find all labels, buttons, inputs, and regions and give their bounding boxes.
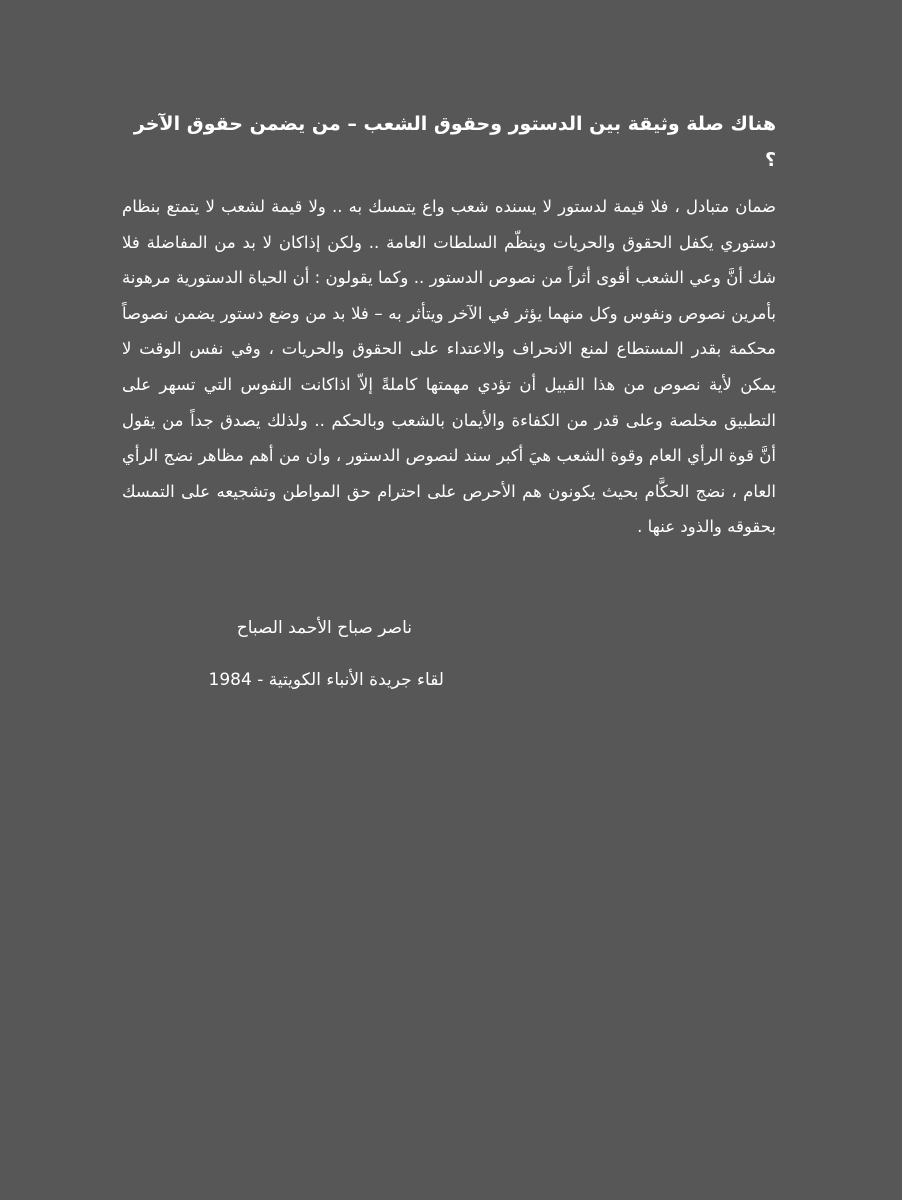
signature-source: لقاء جريدة الأنباء الكويتية - 1984: [208, 670, 444, 690]
article: [122, 106, 776, 545]
article-body: ضمان متبادل ، فلا قيمة لدستور لا يسنده شعب واع يتمسك به .. ولا قيمة لشعب لا يتمتع بنظام دستوري يكفل الحقوق والحريات وينظّم السلطات العامة .. ولكن إذاكان لا بد من المفاضلة فلا شك أنَّ وعي الشعب أقوى أثراً من نصوص الدستور .. وكما يقولون : أن الحياة الدستورية مرهونة بأمرين نصوص ونفوس وكل منهما يؤثر في الآخر ويتأثر به – فلا بد من وضع دستور يضمن نصوصاً محكمة بقدر المستطاع لمنع الانحراف والاعتداء على الحقوق والحريات ، وفي نفس الوقت لا يمكن لأية نصوص من هذا القبيل أن تؤدي مهمتها كاملةً إلاّ اذاكانت النفوس التي تسهر على التطبيق مخلصة وعلى قدر من الكفاءة والأيمان بالشعب وبالحكم .. ولذلك يصدق جداً من يقول أنَّ قوة الرأي العام وقوة الشعب هيَ أكبر سند لنصوص الدستور ، وان من أهم مظاهر نضج الرأي العام ، نضج الحكَّام بحيث يكونون هم الأحرص على احترام حق المواطن وتشجيعه على التمسك بحقوقه والذود عنها .: [122, 197, 776, 537]
signature-name: ناصر صباح الأحمد الصباح: [236, 618, 412, 638]
article-heading: هناك صلة وثيقة بين الدستور وحقوق الشعب – من يضمن حقوق الآخر ؟: [133, 113, 776, 171]
